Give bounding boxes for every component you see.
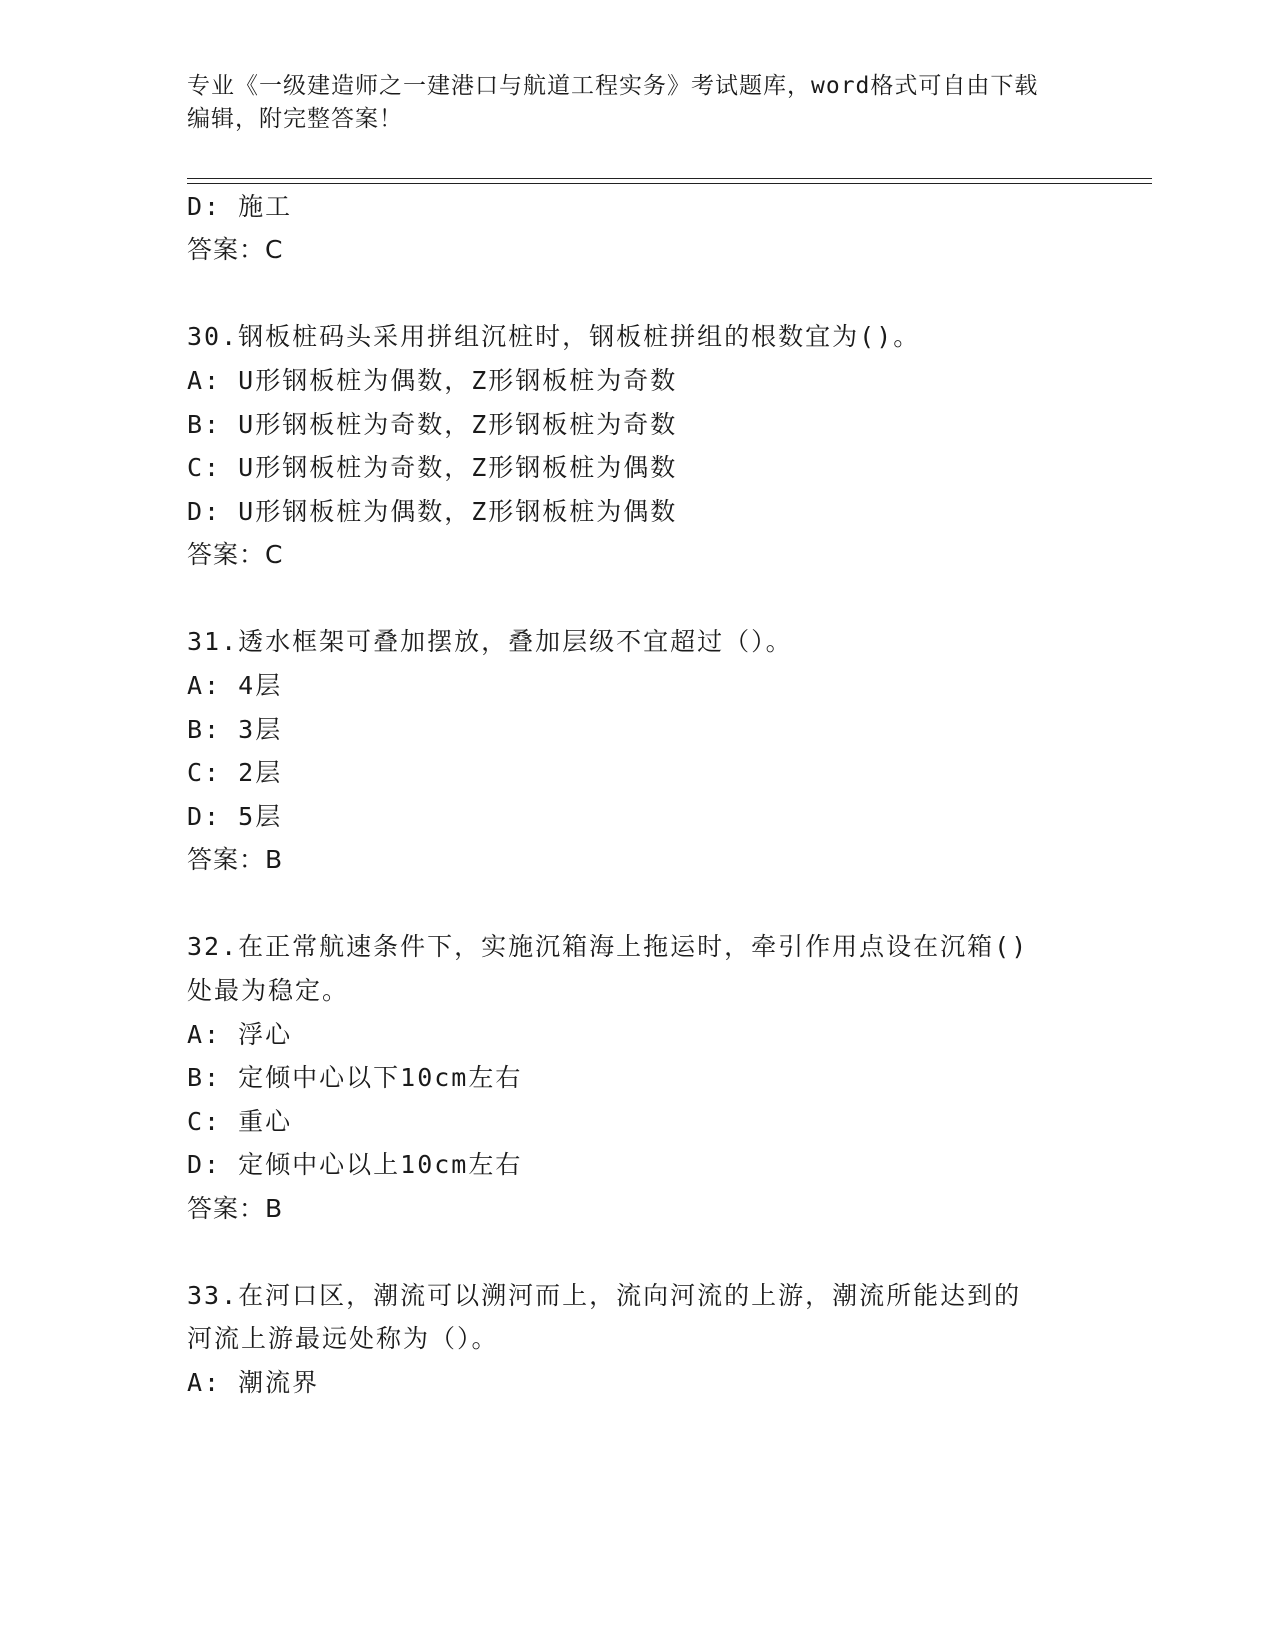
q32-option-d: D: 定倾中心以上10cm左右	[187, 1150, 523, 1179]
q31-stem: 31.透水框架可叠加摆放，叠加层级不宜超过（）。	[187, 627, 793, 656]
q32-stem-line-2: 处最为稳定。	[187, 976, 350, 1005]
q31-answer: 答案：B	[187, 845, 284, 874]
q30-option-d: D: U形钢板桩为偶数，Z形钢板桩为偶数	[187, 497, 678, 526]
q31-option-d: D: 5层	[187, 802, 283, 831]
q32-option-a: A: 浮心	[187, 1020, 293, 1049]
prev-option-d: D: 施工	[187, 192, 293, 221]
header-line-1: 专业《一级建造师之一建港口与航道工程实务》考试题库，word格式可自由下载	[187, 73, 1039, 99]
q33-option-a: A: 潮流界	[187, 1368, 320, 1397]
document-header	[187, 70, 1077, 136]
q31-option-b: B: 3层	[187, 715, 283, 744]
q30-option-b: B: U形钢板桩为奇数，Z形钢板桩为奇数	[187, 410, 678, 439]
q31-option-a: A: 4层	[187, 671, 283, 700]
q32-answer: 答案：B	[187, 1194, 284, 1223]
header-divider-top	[187, 178, 1152, 179]
header-line-2: 编辑，附完整答案！	[187, 106, 403, 132]
q32-option-c: C: 重心	[187, 1107, 293, 1136]
q33-stem-line-1: 33.在河口区，潮流可以溯河而上，流向河流的上游，潮流所能达到的	[187, 1281, 1022, 1310]
header-divider-bottom	[187, 183, 1152, 184]
q31-option-c: C: 2层	[187, 758, 283, 787]
q30-option-c: C: U形钢板桩为奇数，Z形钢板桩为偶数	[187, 453, 678, 482]
q30-option-a: A: U形钢板桩为偶数，Z形钢板桩为奇数	[187, 366, 678, 395]
q33-stem-line-2: 河流上游最远处称为（）。	[187, 1324, 499, 1353]
q30-answer: 答案：C	[187, 540, 284, 569]
prev-answer: 答案：C	[187, 235, 284, 264]
q30-stem: 30.钢板桩码头采用拼组沉桩时，钢板桩拼组的根数宜为()。	[187, 322, 921, 351]
q32-stem-line-1: 32.在正常航速条件下，实施沉箱海上拖运时，牵引作用点设在沉箱()	[187, 932, 1029, 961]
q32-option-b: B: 定倾中心以下10cm左右	[187, 1063, 523, 1092]
